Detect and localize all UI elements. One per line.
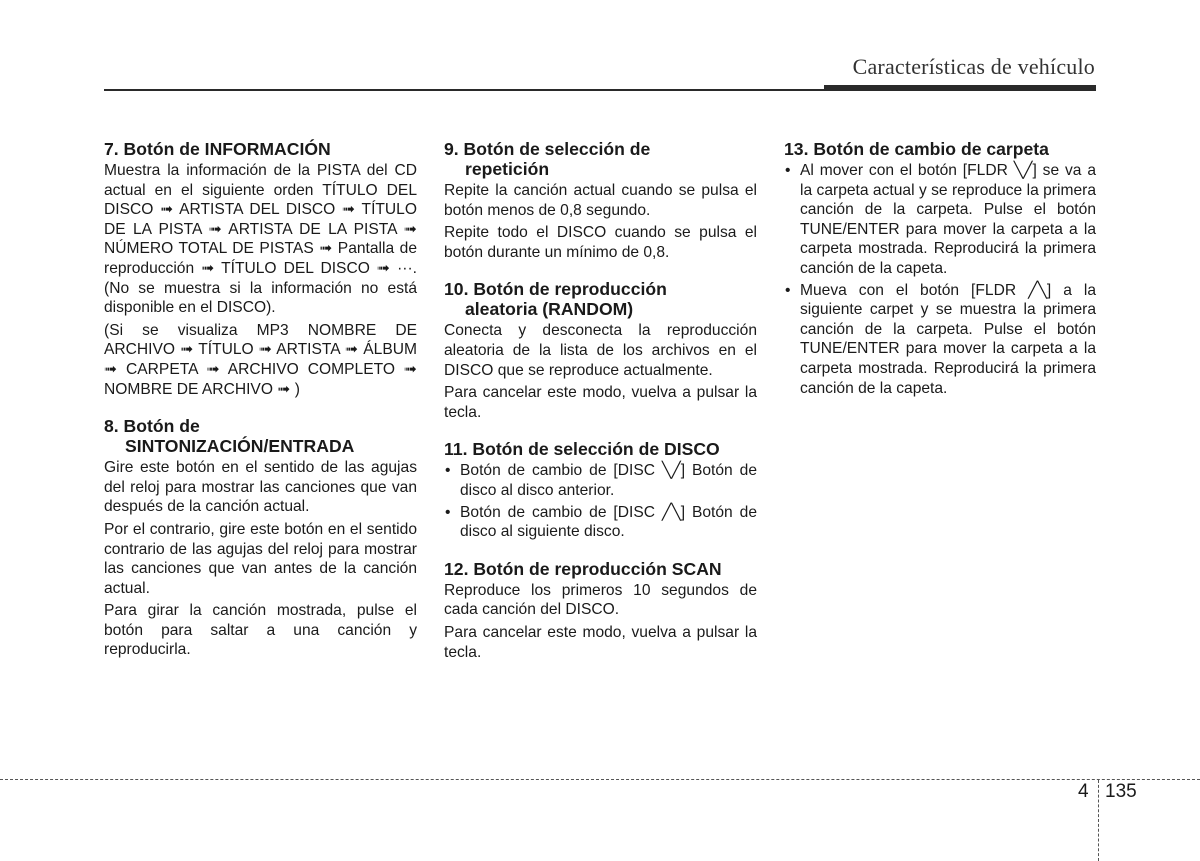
heading-line: repetición	[465, 159, 550, 179]
bullet-list	[784, 161, 1096, 398]
paragraph: Para cancelar este modo, vuelva a pulsar la tecla.	[444, 384, 757, 421]
page-number: 135	[1105, 781, 1137, 802]
paragraph: Muestra la información de la PISTA del CD actual en el siguiente orden TÍTULO DEL DISCO ➟ ARTISTA DEL DISCO ➟ TÍTULO DE LA PISTA ➟ ARTISTA DE LA PISTA ➟ NÚMERO TOTAL DE PISTAS ➟ Pantalla de reproducción ➟ TÍTULO DEL DISCO ➟ ···.(No se muestra si la información no está disponible en el DISCO).	[104, 162, 417, 317]
heading-line: 10. Botón de reproducción	[444, 279, 667, 300]
section-heading	[104, 416, 417, 456]
list-item: • Botón de cambio de [DISC ╲╱] Botón de disco al disco anterior.	[444, 461, 757, 500]
section-heading: 11. Botón de selección de DISCO	[444, 439, 720, 460]
section-tune-enter-button	[104, 416, 417, 660]
section-random-button	[444, 279, 757, 422]
chapter-number: 4	[1078, 781, 1089, 802]
heading-line: SINTONIZACIÓN/ENTRADA	[125, 436, 355, 457]
section-heading	[444, 139, 757, 179]
heading-line: 9. Botón de selección de	[444, 139, 651, 159]
list-item: • Botón de cambio de [DISC ╱╲] Botón de disco al siguiente disco.	[444, 503, 757, 542]
paragraph: Repite la canción actual cuando se pulsa el botón menos de 0,8 segundo.	[444, 182, 757, 219]
section-scan-button	[444, 559, 757, 662]
section-heading: 13. Botón de cambio de carpeta	[784, 139, 1049, 159]
section-folder-button	[784, 139, 1096, 398]
section-heading	[444, 279, 757, 319]
heading-line: aleatoria (RANDOM)	[465, 299, 634, 320]
list-item: • Mueva con el botón [FLDR ╱╲] a la siguiente carpet y se muestra la primera canción de la carpeta. Pulse el botón TUNE/ENTER para mover la carpeta a la carpeta mostrada. Reproducirá la primera canción de la capeta.	[784, 281, 1096, 399]
paragraph: Repite todo el DISCO cuando se pulsa el botón durante un mínimo de 0,8.	[444, 224, 757, 261]
paragraph: Reproduce los primeros 10 segundos de cada canción del DISCO.	[444, 581, 757, 619]
header-rule	[104, 89, 824, 91]
page-header-title: Características de vehículo	[852, 54, 1095, 79]
bullet-list	[444, 461, 757, 541]
footer-divider	[1098, 780, 1099, 861]
column-2	[444, 139, 757, 679]
column-1	[104, 139, 417, 677]
list-item: • Al mover con el botón [FLDR ╲╱] se va a la carpeta actual y se reproduce la primera canción de la carpeta. Pulse el botón TUNE/ENTER para mover la carpeta a la carpeta mostrada. Reproducirá la primera canción de la capeta.	[784, 161, 1096, 279]
heading-line: 8. Botón de	[104, 416, 200, 437]
column-3	[784, 139, 1096, 415]
paragraph: Conecta y desconecta la reproducción aleatoria de la lista de los archivos en el DISCO que se reproduce actualmente.	[444, 322, 757, 379]
section-repeat-button	[444, 139, 757, 262]
paragraph: Para girar la canción mostrada, pulse el botón para saltar a una canción y reproducirla.	[104, 602, 417, 659]
paragraph: (Si se visualiza MP3 NOMBRE DE ARCHIVO ➟ TÍTULO ➟ ARTISTA ➟ ÁLBUM ➟ CARPETA ➟ ARCHIVO COMPLETO ➟ NOMBRE DE ARCHIVO ➟ )	[104, 321, 417, 398]
paragraph: Para cancelar este modo, vuelva a pulsar la tecla.	[444, 623, 757, 661]
paragraph: Por el contrario, gire este botón en el sentido contrario de las agujas del reloj para mostrar las canciones que van antes de la canción actual.	[104, 520, 417, 597]
header-rule-accent	[824, 85, 1096, 91]
paragraph: Gire este botón en el sentido de las agujas del reloj para mostrar las canciones que van después de la canción actual.	[104, 459, 417, 516]
section-heading: 12. Botón de reproducción SCAN	[444, 558, 722, 579]
section-heading: 7. Botón de INFORMACIÓN	[104, 139, 331, 159]
footer-rule	[0, 779, 1200, 780]
section-information-button	[104, 139, 417, 399]
section-disc-select-button	[444, 439, 757, 541]
